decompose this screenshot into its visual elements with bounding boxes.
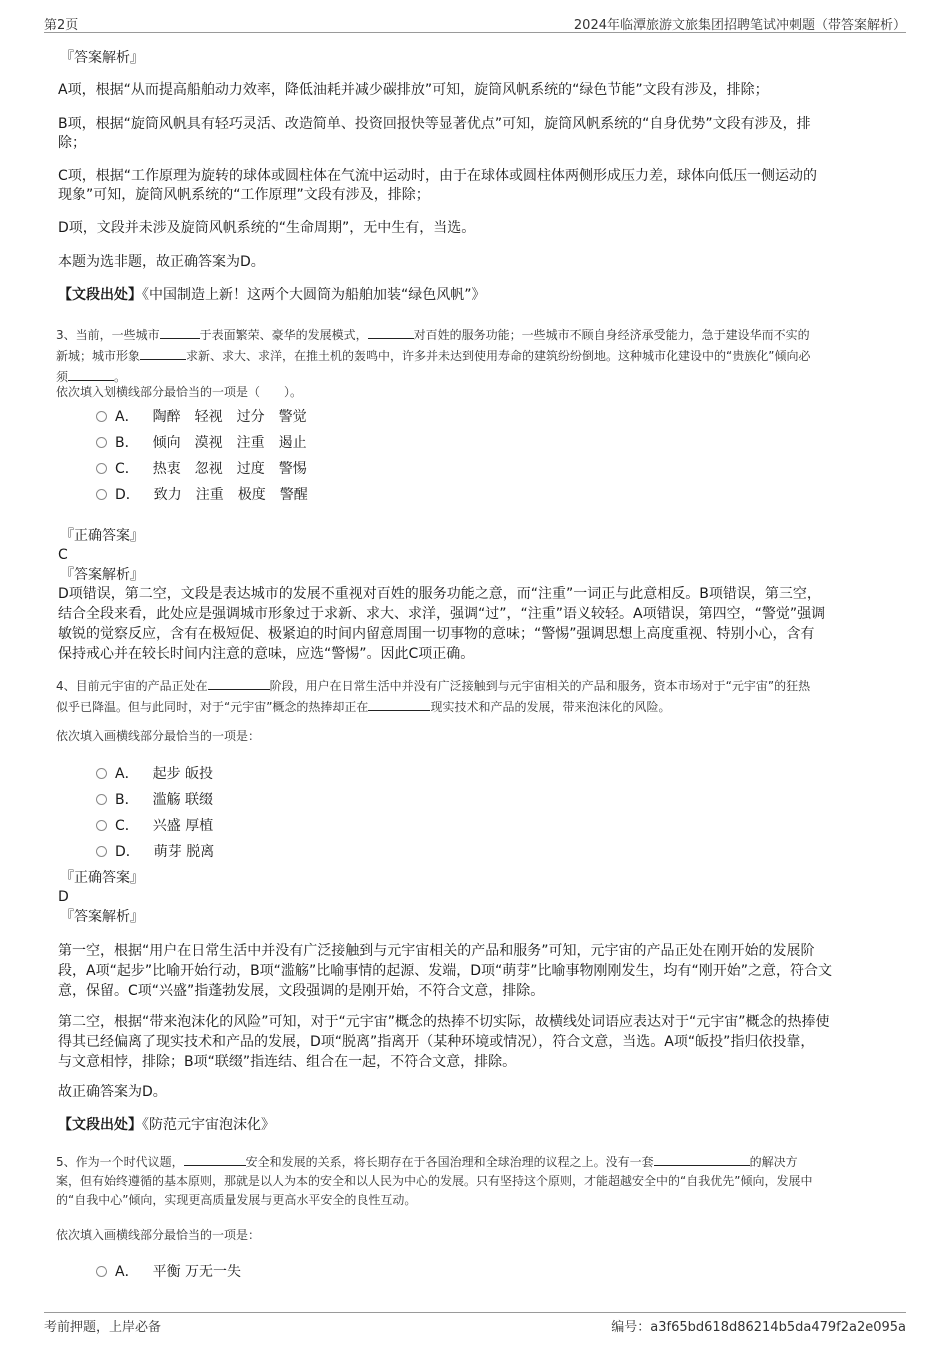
radio-icon[interactable] [96, 437, 107, 448]
radio-icon[interactable] [96, 794, 107, 805]
q3-option-d[interactable]: D． 致力 注重 极度 警醒 [96, 484, 308, 504]
q3-stem-line3: 须 。 [56, 366, 810, 387]
q4-analysis-label: 『答案解析』 [60, 909, 144, 925]
q5-stem-line3: 的“自我中心”倾向，实现更高质量发展与更高水平安全的良性互动。 [56, 1193, 417, 1207]
q2-analysis-c-line2: 现象”可知，旋筒风帆系统的“工作原理”文段有涉及，排除； [58, 187, 430, 203]
q4-option-c[interactable]: C． 兴盛 厚植 [96, 815, 213, 835]
q4-stem-line2: 似乎已降温。但与此同时，对于“元宇宙”概念的热捧却正在 现实技术和产品的发展，带来泡沫化的风险。 [56, 696, 810, 717]
q4-analysis-p1: 第一空，根据“用户在日常生活中并没有广泛接触到与元宇宙相关的产品和服务”可知，元宇宙的产品正处在刚开始的发展阶 段，A项“起步”比喻开始行动，B项“滥觞”比喻事情的起源、发端，D项“萌芽”比喻事物刚刚发生，均有“刚开始”之意，符合文 意，保留。C项“兴盛”指蓬勃发展，文段强调的是刚开始，不符合文意，排除。 [58, 943, 832, 999]
page-footer [44, 1312, 906, 1335]
q3-stem-line2: 新城；城市形象 求新、求大、求洋，在推土机的轰鸣中，许多并未达到使用寿命的建筑纷纷倒地。这种城市化建设中的“贵族化”倾向必 [56, 345, 810, 366]
q2-conclusion: 本题为选非题，故正确答案为D。 [58, 254, 265, 270]
q4-source-title: 《防范元宇宙泡沫化》 [142, 1117, 275, 1133]
q5-option-a[interactable]: A． 平衡 万无一失 [96, 1261, 241, 1281]
q2-analysis-a: A项，根据“从而提高船舶动力效率，降低油耗并减少碳排放”可知，旋筒风帆系统的“绿色节能”文段有涉及，排除； [58, 82, 769, 98]
radio-icon[interactable] [96, 820, 107, 831]
q3-analysis-label: 『答案解析』 [60, 567, 144, 583]
q2-analysis-b-line1: B项，根据“旋筒风帆具有轻巧灵活、改造简单、投资回报快等显著优点”可知，旋筒风帆系统的“自身优势”文段有涉及，排 [58, 116, 811, 132]
q3-stem [56, 324, 810, 387]
q2-source [58, 285, 486, 305]
blank [208, 675, 270, 690]
q4-stem-line1: 4、目前元宇宙的产品正处在 阶段，用户在日常生活中并没有广泛接触到与元宇宙相关的产品和服务，资本市场对于“元宇宙”的狂热 [56, 675, 810, 696]
q5-stem-line1: 5、作为一个时代议题， 安全和发展的关系，将长期存在于各国治理和全球治理的议程之上。没有一套 的解决方 [56, 1151, 812, 1172]
q4-option-b[interactable]: B． 滥觞 联缀 [96, 789, 213, 809]
radio-icon[interactable] [96, 768, 107, 779]
page-number: 第2页 [44, 18, 79, 33]
q2-analysis-label: 『答案解析』 [60, 50, 144, 66]
q4-option-d[interactable]: D． 萌芽 脱离 [96, 841, 214, 861]
q3-option-b[interactable]: B． 倾向 漠视 注重 遏止 [96, 432, 307, 452]
q3-answer: C [58, 547, 68, 563]
q2-source-label: 【文段出处】 [58, 287, 142, 303]
q2-source-title: 《中国制造上新！这两个大圆筒为船舶加装“绿色风帆”》 [142, 287, 486, 303]
q4-analysis-p2: 第二空，根据“带来泡沫化的风险”可知，对于“元宇宙”概念的热捧不切实际，故横线处词语应表达对于“元宇宙”概念的热捧使 得其已经偏离了现实技术和产品的发展，D项“脱离”指离开（某种环境或情况），符合文意，当选。A项“皈投”指归依投靠， 与文意相悖，排除；B项“联缀”指连结、组合在一起，不符合文意，排除。 [58, 1014, 830, 1070]
q2-analysis-d: D项，文段并未涉及旋筒风帆系统的“生命周期”，无中生有，当选。 [58, 220, 476, 236]
document-title: 2024年临潭旅游文旅集团招聘笔试冲刺题（带答案解析） [573, 18, 906, 33]
blank [184, 1151, 246, 1166]
radio-icon[interactable] [96, 846, 107, 857]
radio-icon[interactable] [96, 1266, 107, 1277]
radio-icon[interactable] [96, 463, 107, 474]
q4-conclusion: 故正确答案为D。 [58, 1084, 167, 1100]
q3-option-c[interactable]: C． 热衷 忽视 过度 警惕 [96, 458, 307, 478]
q4-answer-label: 『正确答案』 [60, 870, 144, 886]
document-id: 编号：a3f65bd618d86214b5da479f2a2e095a [611, 1320, 906, 1335]
q5-stem [56, 1151, 812, 1210]
q4-option-a[interactable]: A． 起步 皈投 [96, 763, 213, 783]
q4-source-label: 【文段出处】 [58, 1117, 142, 1133]
q5-stem-line2: 案，但有始终遵循的基本原则，那就是以人为本的安全和以人民为中心的发展。只有坚持这个原则，才能超越安全中的“自我优先”倾向，发展中 [56, 1174, 813, 1188]
blank [68, 366, 114, 381]
q4-stem [56, 675, 810, 717]
blank [654, 1151, 750, 1166]
q4-answer: D [58, 889, 69, 905]
q4-source [58, 1115, 275, 1135]
blank [140, 345, 186, 360]
q3-instruction: 依次填入划横线部分最恰当的一项是（ ）。 [56, 385, 303, 399]
blank [368, 696, 430, 711]
page-header [44, 12, 906, 33]
radio-icon[interactable] [96, 411, 107, 422]
q3-option-a[interactable]: A． 陶醉 轻视 过分 警觉 [96, 406, 307, 426]
q4-instruction: 依次填入画横线部分最恰当的一项是： [56, 729, 261, 743]
q3-answer-label: 『正确答案』 [60, 528, 144, 544]
q3-analysis: D项错误，第二空，文段是表达城市的发展不重视对百姓的服务功能之意，而“注重”一词正与此意相反。B项错误，第三空， 结合全段来看，此处应是强调城市形象过于求新、求大、求洋，强调“过”，“注重”语义较轻。A项错误，第四空，“警觉”强调 敏锐的觉察反应，含有在极短促、极紧迫的时间内留意周围一切事物的意味；“警惕”强调思想上高度重视、特别小心，含有 保持戒心并在较长时间内注意的意味，应选“警惕”。因此C项正确。 [58, 586, 826, 662]
q2-analysis-b-line2: 除； [58, 135, 86, 151]
q2-analysis-c-line1: C项，根据“工作原理为旋转的球体或圆柱体在气流中运动时，由于在球体或圆柱体两侧形成压力差，球体向低压一侧运动的 [58, 168, 818, 184]
blank [368, 324, 414, 339]
footer-slogan: 考前押题，上岸必备 [44, 1320, 162, 1335]
q5-instruction: 依次填入画横线部分最恰当的一项是： [56, 1228, 261, 1242]
radio-icon[interactable] [96, 489, 107, 500]
blank [160, 324, 200, 339]
q3-stem-line1: 3、当前，一些城市 于表面繁荣、豪华的发展模式， 对百姓的服务功能；一些城市不顾自身经济承受能力，急于建设华而不实的 [56, 324, 810, 345]
